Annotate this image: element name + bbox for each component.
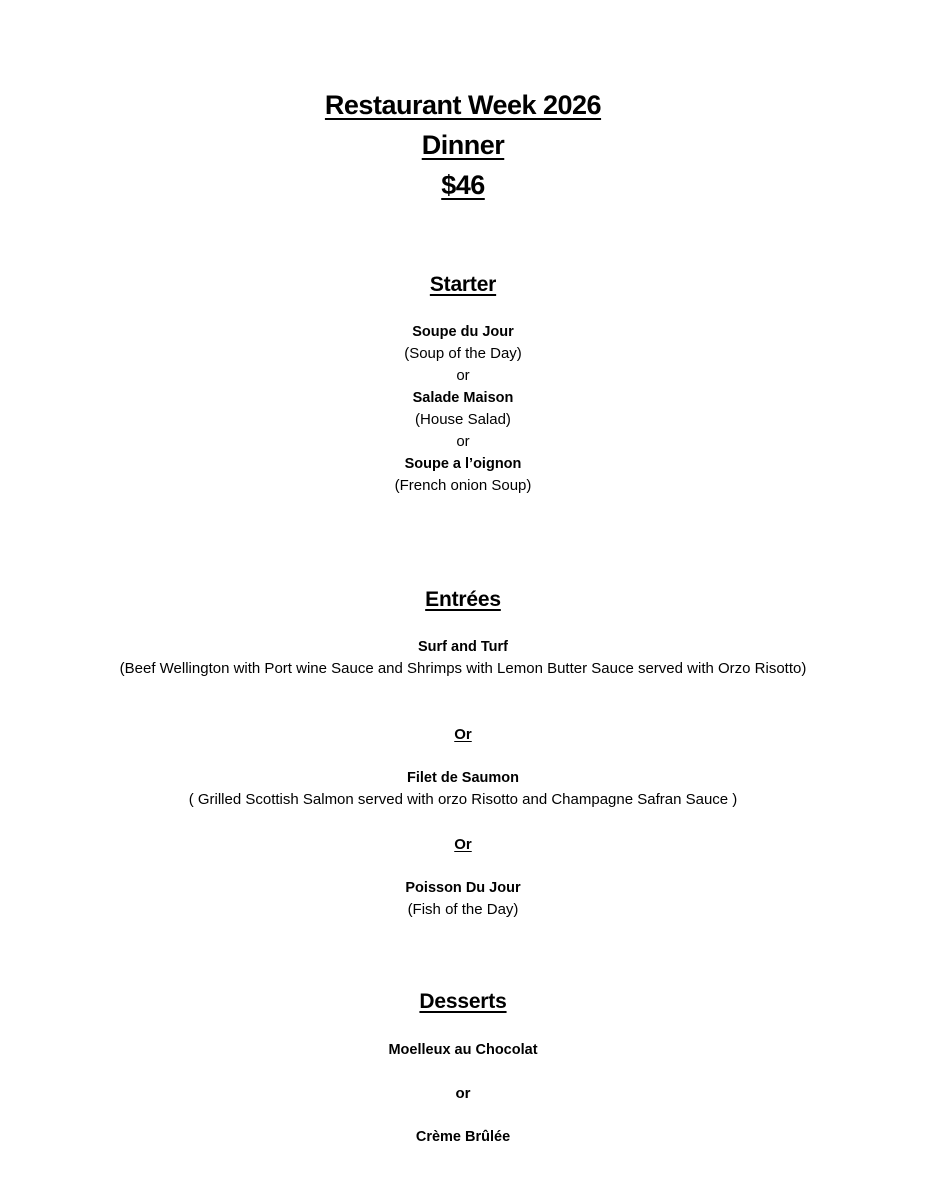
dessert-separator-1: or bbox=[455, 1085, 471, 1102]
starter-option-2-desc: (House Salad) bbox=[415, 411, 511, 428]
starter-option-2-name: Salade Maison bbox=[412, 390, 514, 406]
entrees-heading: Entrées bbox=[425, 588, 501, 611]
entree-separator-2: Or bbox=[454, 836, 472, 853]
starter-separator-1: or bbox=[456, 367, 470, 384]
starter-separator-2: or bbox=[456, 433, 470, 450]
dessert-option-2-name: Crème Brûlée bbox=[415, 1129, 511, 1145]
starter-heading: Starter bbox=[429, 273, 497, 296]
entree-option-1-desc: (Beef Wellington with Port wine Sauce and Shrimps with Lemon Butter Sauce served with Orzo Risotto) bbox=[119, 660, 807, 677]
entree-option-1-name: Surf and Turf bbox=[418, 639, 508, 655]
entree-option-3-desc: (Fish of the Day) bbox=[407, 901, 519, 918]
entree-separator-1: Or bbox=[454, 726, 472, 743]
starter-option-3-name: Soupe a l’oignon bbox=[404, 456, 522, 472]
menu-meal: Dinner bbox=[421, 130, 505, 160]
entree-option-2-name: Filet de Saumon bbox=[407, 770, 519, 786]
desserts-heading: Desserts bbox=[419, 990, 507, 1013]
starter-option-3-desc: (French onion Soup) bbox=[394, 477, 532, 494]
menu-price: $46 bbox=[441, 170, 485, 200]
entree-option-2-desc: ( Grilled Scottish Salmon served with orzo Risotto and Champagne Safran Sauce ) bbox=[188, 791, 738, 808]
dessert-option-1-name: Moelleux au Chocolat bbox=[388, 1042, 538, 1058]
menu-title: Restaurant Week 2026 bbox=[324, 90, 602, 120]
entree-option-3-name: Poisson Du Jour bbox=[405, 880, 521, 896]
starter-option-1-name: Soupe du Jour bbox=[412, 324, 514, 340]
starter-option-1-desc: (Soup of the Day) bbox=[404, 345, 522, 362]
